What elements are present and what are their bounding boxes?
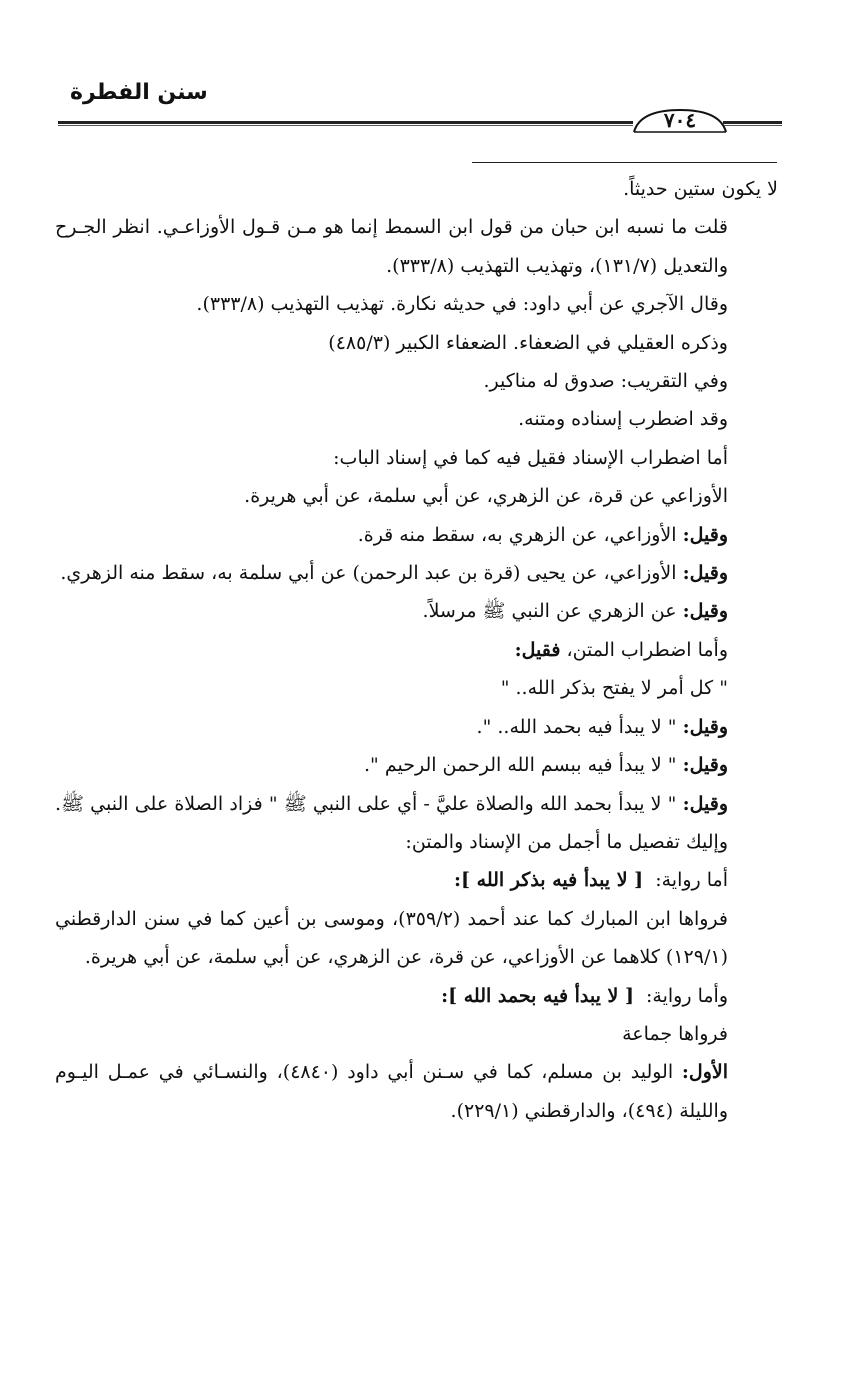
awwal-label: الأول: <box>681 1061 728 1084</box>
page-body <box>55 170 778 1130</box>
line-14: وقيل: " لا يبدأ فيه بحمد الله.. ". <box>476 715 728 738</box>
line-21: الأول: الوليد بن مسلم، كما في سـنن أبي داود (٤٨٤٠)، والنسـائي في عمـل اليـوم والليلة (٤٩٤)، والدارقطني (٢٢٩/١). <box>55 1061 728 1122</box>
line-13: " كل أمر لا يفتح بذكر الله.. " <box>500 677 728 700</box>
line-10: وقيل: الأوزاعي، عن يحيى (قرة بن عبد الرحمن) عن أبي سلمة به، سقط منه الزهري. <box>60 562 728 585</box>
line-6: وقد اضطرب إسناده ومتنه. <box>518 408 728 431</box>
qila-label: وقيل: <box>682 792 728 815</box>
line-18: فرواها ابن المبارك كما عند أحمد (٣٥٩/٢)، وموسى بن أعين كما في سنن الدارقطني (١٢٩/١) كلاهما عن الأوزاعي، عن قرة، عن الزهري، عن أبي سلمة، عن أبي هريرة. <box>55 907 729 969</box>
line-17: أما رواية: [ لا يبدأ فيه بذكر الله ]: <box>55 861 778 899</box>
line-3: وقال الآجري عن أبي داود: في حديثه نكارة. تهذيب التهذيب (٣٣٣/٨). <box>196 293 728 316</box>
line-8: الأوزاعي عن قرة، عن الزهري، عن أبي سلمة، عن أبي هريرة. <box>244 485 728 508</box>
line-1: لا يكون ستين حديثاً. <box>623 178 778 200</box>
riwaya-bold: [ لا يبدأ فيه بذكر الله ]: <box>454 869 644 892</box>
riwaya-bold: [ لا يبدأ فيه بحمد الله ]: <box>441 984 634 1007</box>
line-19: وأما رواية: [ لا يبدأ فيه بحمد الله ]: <box>55 977 778 1015</box>
line-15: وقيل: " لا يبدأ فيه ببسم الله الرحمن الرحيم ". <box>364 754 728 777</box>
faqila-label: فقيل: <box>514 638 561 661</box>
line-11: وقيل: عن الزهري عن النبي ﷺ مرسلاً. <box>422 600 728 623</box>
line-5: وفي التقريب: صدوق له مناكير. <box>483 370 728 393</box>
line-9: وقيل: الأوزاعي، عن الزهري به، سقط منه قرة. <box>357 523 728 546</box>
qila-label: وقيل: <box>682 600 728 623</box>
line-12: وأما اضطراب المتن، فقيل: <box>514 638 728 661</box>
line-4: وذكره العقيلي في الضعفاء. الضعفاء الكبير (٤٨٥/٣) <box>328 331 728 354</box>
qila-label: وقيل: <box>682 562 728 585</box>
footnote-separator <box>472 162 777 163</box>
qila-label: وقيل: <box>682 754 728 777</box>
line-7: أما اضطراب الإسناد فقيل فيه كما في إسناد الباب: <box>333 446 728 469</box>
book-title: سنن الفطرة <box>70 80 208 105</box>
line-2: قلت ما نسبه ابن حبان من قول ابن السمط إنما هو مـن قـول الأوزاعـي. انظر الجـرح والتعديل (١٣١/٧)، وتهذيب التهذيب (٣٣٣/٨). <box>55 216 728 277</box>
line-20: فرواها جماعة <box>622 1022 728 1045</box>
qila-label: وقيل: <box>682 523 728 546</box>
line-16: وقيل: " لا يبدأ بحمد الله والصلاة عليَّ - أي على النبي ﷺ " فزاد الصلاة على النبي ﷺ. وإليك تفصيل ما أجمل من الإسناد والمتن: <box>55 792 728 853</box>
page-number: ٧٠٤ <box>663 108 697 132</box>
qila-label: وقيل: <box>682 715 728 738</box>
